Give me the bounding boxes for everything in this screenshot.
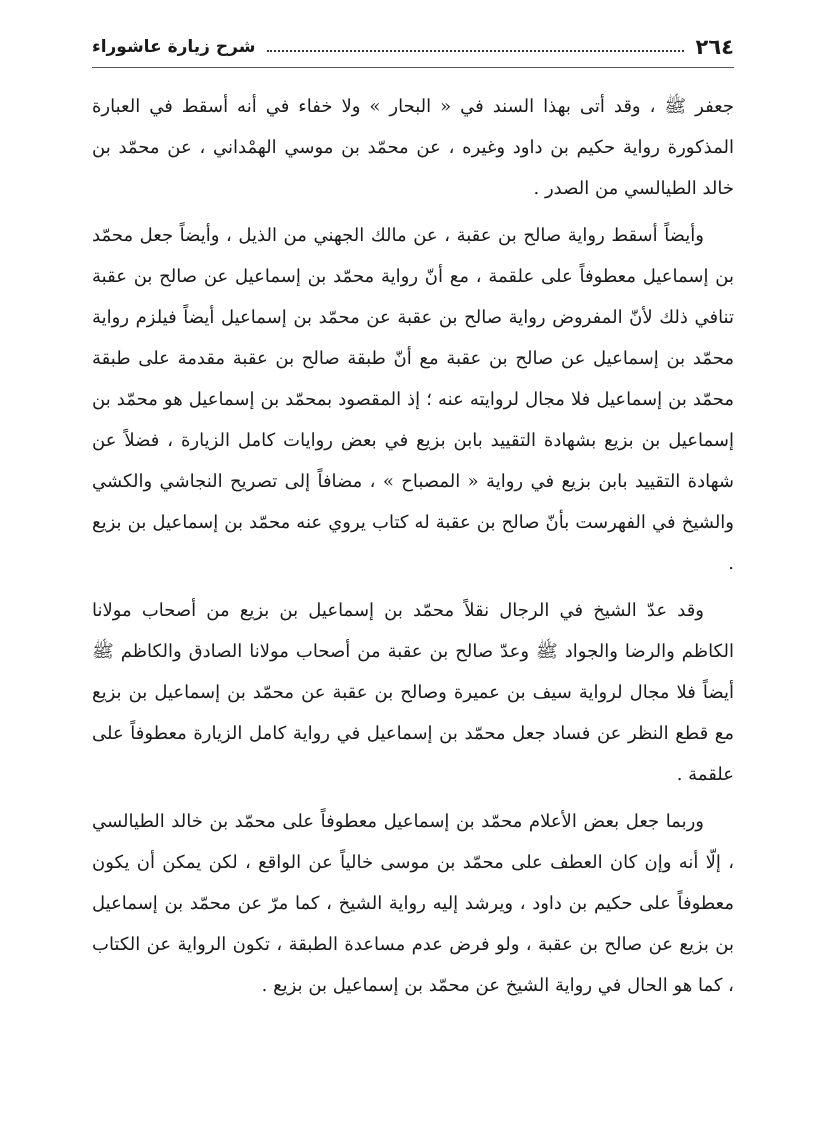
paragraph-3: وقد عدّ الشيخ في الرجال نقلاً محمّد بن إسماعيل بن بزيع من أصحاب مولانا الكاظم والرضا والجواد ﷺ وعدّ صالح بن عقبة من أصحاب مولانا الصادق والكاظم ﷺ أيضاً فلا مجال لرواية سيف بن عميرة وصالح بن عقبة عن محمّد بن إسماعيل بن بزيع مع قطع النظر عن فساد جعل محمّد بن إسماعيل في رواية كامل الزيارة معطوفاً على علقمة . — [92, 600, 734, 785]
running-header — [92, 30, 734, 64]
paragraph-1: جعفر ﷺ ، وقد أتى بهذا السند في « البحار » ولا خفاء في أنه أسقط في العبارة المذكورة رواية حكيم بن داود وغيره ، عن محمّد بن موسي الهمْداني ، عن محمّد بن خالد الطيالسي من الصدر . — [92, 96, 734, 199]
header-dot-leader — [267, 50, 683, 52]
paragraph-4: وربما جعل بعض الأعلام محمّد بن إسماعيل معطوفاً على محمّد بن خالد الطيالسي ، إلّا أنه وإن كان العطف على محمّد بن موسى خالياً عن الواقع ، لكن يمكن أن يكون معطوفاً على حكيم بن داود ، ويرشد إليه رواية الشيخ ، كما مرّ عن محمّد بن إسماعيل بن بزيع عن صالح بن عقبة ، ولو فرض عدم مساعدة الطبقة ، تكون الرواية عن الكتاب ، كما هو الحال في رواية الشيخ عن محمّد بن إسماعيل بن بزيع . — [92, 811, 734, 996]
book-title: شرح زيارة عاشوراء — [92, 37, 256, 57]
header-rule — [92, 67, 734, 68]
paragraph-2: وأيضاً أسقط رواية صالح بن عقبة ، عن مالك الجهني من الذيل ، وأيضاً جعل محمّد بن إسماعيل معطوفاً على علقمة ، مع أنّ رواية محمّد بن إسماعيل عن صالح بن عقبة تنافي ذلك لأنّ المفروض رواية صالح بن عقبة عن محمّد بن إسماعيل أيضاً فيلزم رواية محمّد بن إسماعيل عن صالح بن عقبة مع أنّ طبقة صالح بن عقبة مقدمة على طبقة محمّد بن إسماعيل فلا مجال لروايته عنه ؛ إذ المقصود بمحمّد بن إسماعيل هو محمّد بن إسماعيل بن بزيع بشهادة التقييد بابن بزيع في بعض روايات كامل الزيارة ، فضلاً عن شهادة التقييد بابن بزيع في رواية « المصباح » ، مضافاً إلى تصريح النجاشي والكشي والشيخ في الفهرست بأنّ صالح بن عقبة له كتاب يروي عنه محمّد بن إسماعيل بن بزيع . — [92, 225, 734, 574]
main-text — [92, 86, 734, 1012]
page-number: ٢٦٤ — [695, 35, 734, 59]
